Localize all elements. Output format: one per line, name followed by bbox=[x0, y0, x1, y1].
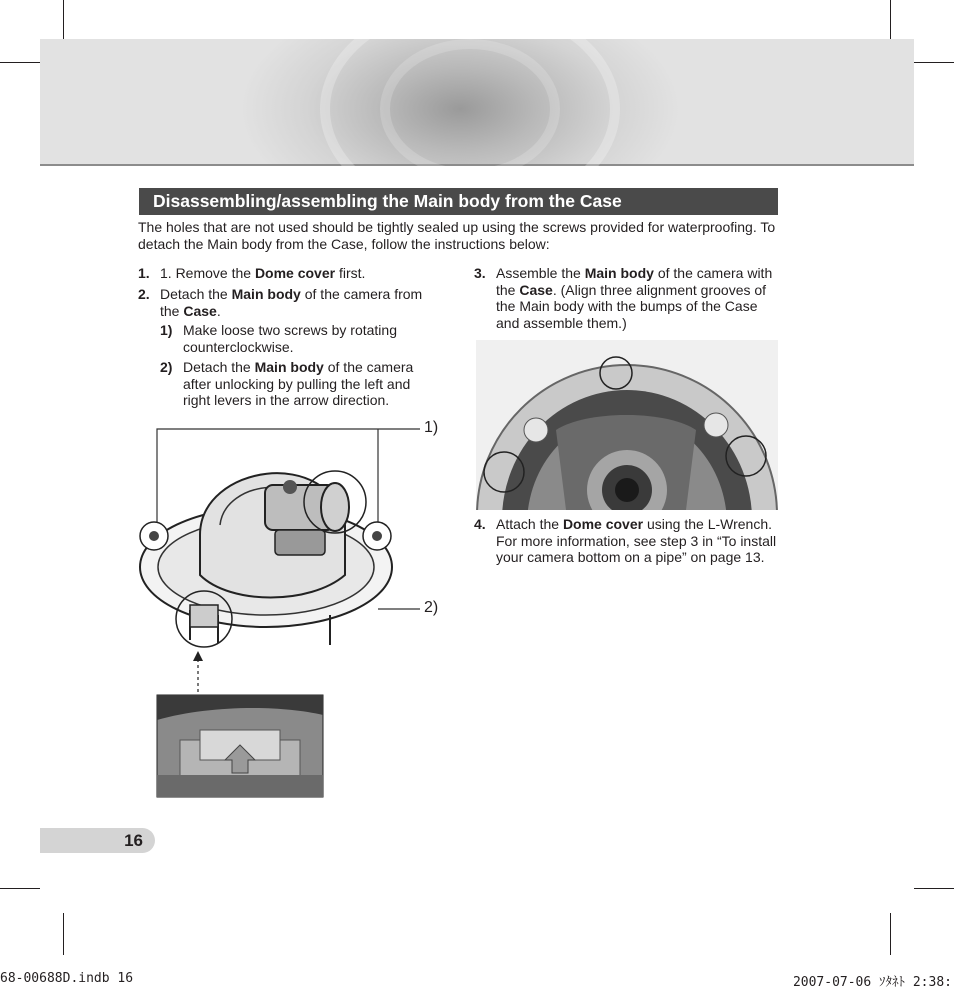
step-number: 2) bbox=[160, 359, 173, 375]
callout-1: 1) bbox=[424, 419, 439, 436]
footer-timestamp: 2007-07-06 ｿﾀﾈﾄ 2:38: bbox=[792, 975, 952, 990]
page-number: 16 bbox=[40, 828, 155, 853]
section-title: Disassembling/assembling the Main body from the Case bbox=[139, 188, 778, 215]
intro-paragraph: The holes that are not used should be tightly sealed up using the screws provided for waterproofing. To detach the Main body from the Case, follow the instructions below: bbox=[138, 219, 776, 252]
callout-2: 2) bbox=[424, 599, 439, 616]
crop-mark bbox=[0, 888, 40, 889]
crop-mark bbox=[890, 913, 891, 955]
step-number: 1. bbox=[138, 265, 150, 281]
crop-mark bbox=[890, 0, 891, 40]
step-number: 4. bbox=[474, 516, 486, 532]
footer-file-slug: 68-00688D.indb 16 bbox=[0, 971, 134, 986]
step-number: 1) bbox=[160, 322, 173, 338]
camera-disassembly-figure bbox=[130, 415, 460, 805]
crop-mark bbox=[63, 0, 64, 40]
crop-mark bbox=[914, 62, 954, 63]
crop-mark bbox=[0, 62, 40, 63]
header-banner-image bbox=[40, 39, 914, 166]
crop-mark bbox=[914, 888, 954, 889]
crop-mark bbox=[63, 913, 64, 955]
assembly-alignment-photo bbox=[476, 340, 778, 510]
step-2: 2. Detach the Main body of the camera from the Case. bbox=[138, 286, 423, 319]
step-number: 3. bbox=[474, 265, 486, 281]
step-number: 2. bbox=[138, 286, 150, 302]
